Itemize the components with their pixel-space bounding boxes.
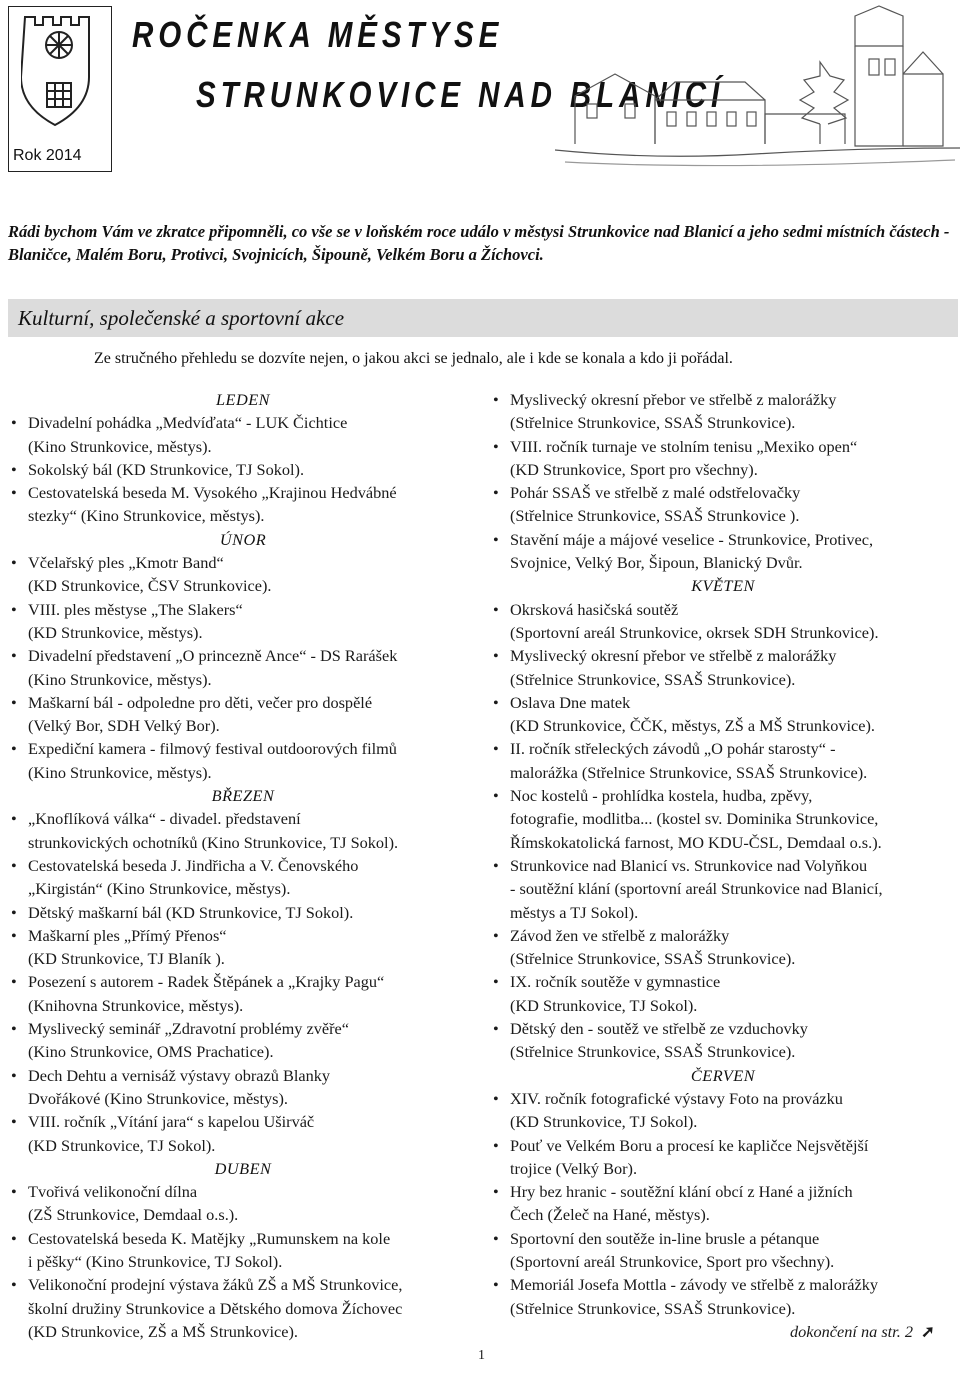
event-item	[490, 1134, 956, 1181]
event-line: stezky“ (Kino Strunkovice, městys).	[28, 506, 265, 526]
event-line: školní družiny Strunkovice a Dětského domova Žíchovec	[28, 1298, 403, 1318]
event-line: • Pohár SSAŠ ve střelbě z malé odstřelovačky	[510, 483, 801, 503]
arrow-up-right-icon: ➚	[921, 1322, 935, 1341]
event-line: (KD Strunkovice, TJ Sokol).	[510, 995, 698, 1015]
event-item	[8, 1273, 478, 1343]
event-item	[490, 598, 956, 645]
event-item	[490, 970, 956, 1017]
title-line-1: ROČENKA MĚSTYSE	[132, 14, 504, 55]
event-item	[8, 458, 478, 481]
event-line: • Strunkovice nad Blanicí vs. Strunkovice nad Volyňkou	[510, 855, 868, 875]
masthead	[0, 0, 960, 180]
continuation-text: dokončení na str. 2	[790, 1322, 913, 1341]
event-line: (Kino Strunkovice, OMS Prachatice).	[28, 1042, 274, 1062]
event-line: • Cestovatelská beseda J. Jindřicha a V. Čenovského	[28, 855, 359, 875]
event-line: fotografie, modlitba... (kostel sv. Dominika Strunkovice,	[510, 809, 879, 829]
event-line: • VIII. ročník turnaje ve stolním tenisu „Mexiko open“	[510, 436, 858, 456]
page-number: 1	[478, 1348, 485, 1363]
event-line: • Sportovní den soutěže in-line brusle a pétanque	[510, 1228, 820, 1248]
event-item	[8, 691, 478, 738]
event-item	[8, 1227, 478, 1274]
event-line: (KD Strunkovice, Sport pro všechny).	[510, 459, 758, 479]
event-line: • II. ročník střeleckých závodů „O pohár starosty“ -	[510, 739, 836, 759]
event-line: • IX. ročník soutěže v gymnastice	[510, 972, 721, 992]
month-heading: ÚNOR	[219, 529, 267, 549]
event-line: • Cestovatelská beseda M. Vysokého „Krajinou Hedvábné	[28, 483, 397, 503]
event-line: (Střelnice Strunkovice, SSAŠ Strunkovice).	[510, 1298, 796, 1318]
month-heading: KVĚTEN	[691, 576, 755, 596]
event-line: • Velikonoční prodejní výstava žáků ZŠ a MŠ Strunkovice,	[28, 1275, 403, 1295]
event-item	[8, 551, 478, 598]
event-line: • Myslivecký okresní přebor ve střelbě z malorážky	[510, 390, 837, 409]
event-line: strunkovických ochotníků (Kino Strunkovice, TJ Sokol).	[28, 832, 399, 852]
event-line: • „Knoflíková válka“ - divadel. představení	[28, 809, 301, 829]
event-line: malorážka (Střelnice Strunkovice, SSAŠ Strunkovice).	[510, 762, 868, 782]
event-line: (Knihovna Strunkovice, městys).	[28, 995, 244, 1015]
event-line: • Maškarní bál - odpoledne pro děti, večer pro dospělé	[28, 692, 373, 712]
title-line-2: STRUNKOVICE NAD BLANICÍ	[196, 74, 725, 115]
event-line: (KD Strunkovice, ČSV Strunkovice).	[28, 576, 272, 596]
event-line: (Střelnice Strunkovice, SSAŠ Strunkovice).	[510, 669, 796, 689]
event-line: (KD Strunkovice, městys).	[28, 622, 203, 642]
section-header-bar	[8, 299, 958, 337]
section-title: Kulturní, společenské a sportovní akce	[18, 306, 345, 330]
event-line: (Sportovní areál Strunkovice, okrsek SDH Strunkovice).	[510, 622, 879, 642]
event-line: (KD Strunkovice, ZŠ a MŠ Strunkovice).	[28, 1321, 298, 1341]
event-item	[8, 970, 478, 1017]
event-item	[490, 1087, 956, 1134]
crest-frame	[8, 6, 112, 172]
event-line: • Myslivecký okresní přebor ve střelbě z malorážky	[510, 646, 837, 666]
event-item	[8, 901, 478, 924]
month-heading: BŘEZEN	[211, 786, 275, 806]
event-item	[490, 854, 956, 924]
event-item	[8, 598, 478, 645]
event-line: • Dětský den - soutěž ve střelbě ze vzduchovky	[510, 1019, 808, 1039]
event-line: Čech (Želeč na Hané, městys).	[510, 1205, 710, 1225]
event-line: (Střelnice Strunkovice, SSAŠ Strunkovice).	[510, 1042, 796, 1062]
left-column	[8, 388, 478, 1343]
event-line: • VIII. ples městyse „The Slakers“	[28, 599, 243, 619]
event-item	[490, 1017, 956, 1064]
event-line: • Cestovatelská beseda K. Matějky „Rumunskem na kole	[28, 1228, 391, 1248]
event-line: • Stavění máje a májové veselice - Strunkovice, Protivec,	[510, 529, 874, 549]
section-lead: Ze stručného přehledu se dozvíte nejen, o jakou akci se jednalo, ale i kde se konala a kdo ji pořádal.	[94, 350, 733, 367]
event-line: (ZŠ Strunkovice, Demdaal o.s.).	[28, 1205, 239, 1225]
event-line: • Noc kostelů - prohlídka kostela, hudba, zpěvy,	[510, 786, 813, 806]
year-label: Rok 2014	[13, 147, 82, 164]
event-item	[8, 854, 478, 901]
event-item	[8, 924, 478, 971]
event-line: (KD Strunkovice, ČČK, městys, ZŠ a MŠ Strunkovice).	[510, 716, 875, 736]
event-line: • Posezení s autorem - Radek Štěpánek a „Krajky Pagu“	[28, 972, 385, 992]
event-item	[8, 1017, 478, 1064]
event-line: • Maškarní ples „Přímý Přenos“	[28, 925, 227, 945]
event-line: (Velký Bor, SDH Velký Bor).	[28, 716, 220, 736]
event-line: i pěšky“ (Kino Strunkovice, TJ Sokol).	[28, 1251, 283, 1271]
event-line: Svojnice, Velký Bor, Šipoun, Blanický Dvůr.	[510, 553, 803, 573]
continuation-note	[790, 1322, 935, 1342]
event-item	[490, 1227, 956, 1274]
event-item	[8, 1180, 478, 1227]
event-line: „Kirgistán“ (Kino Strunkovice, městys).	[28, 879, 291, 899]
event-item	[8, 1064, 478, 1111]
event-line: • Divadelní pohádka „Medvíďata“ - LUK Čichtice	[28, 413, 348, 433]
intro-paragraph: Rádi bychom Vám ve zkratce připomněli, co vše se v loňském roce událo v městysi Strunkovice nad Blanicí a jeho sedmi místních částech - Blaničce, Malém Boru, Protivci, Svojnicích, Šipouně, Velkém Boru a Žíchovci.	[8, 222, 950, 264]
event-line: (Sportovní areál Strunkovice, Sport pro všechny).	[510, 1251, 835, 1271]
event-line: (Střelnice Strunkovice, SSAŠ Strunkovice ).	[510, 506, 800, 526]
event-line: Římskokatolická farnost, MO KDU-ČSL, Demdaal o.s.).	[510, 832, 882, 852]
event-line: • Hry bez hranic - soutěžní klání obcí z Hané a jižních	[510, 1182, 853, 1202]
event-item	[490, 924, 956, 971]
event-item	[490, 528, 956, 575]
event-item	[8, 737, 478, 784]
event-line: • Pouť ve Velkém Boru a procesí ke kapličce Nejsvětější	[510, 1135, 869, 1155]
event-line: • Myslivecký seminář „Zdravotní problémy zvěře“	[28, 1019, 349, 1039]
event-item	[490, 1180, 956, 1227]
town-crest-icon	[21, 13, 97, 131]
event-line: (KD Strunkovice, TJ Blaník ).	[28, 949, 225, 969]
event-line: • Sokolský bál (KD Strunkovice, TJ Sokol).	[28, 459, 305, 479]
event-line: • Včelařský ples „Kmotr Band“	[28, 553, 224, 573]
event-line: - soutěžní klání (sportovní areál Strunkovice nad Blanicí,	[510, 879, 883, 899]
event-item	[490, 784, 956, 854]
month-heading: DUBEN	[214, 1158, 272, 1178]
event-line: městys a TJ Sokol).	[510, 902, 639, 922]
event-item	[8, 411, 478, 458]
event-line: Dvořákové (Kino Strunkovice, městys).	[28, 1088, 288, 1108]
event-line: (KD Strunkovice, TJ Sokol).	[28, 1135, 216, 1155]
event-line: (Střelnice Strunkovice, SSAŠ Strunkovice).	[510, 949, 796, 969]
event-item	[490, 644, 956, 691]
event-line: • XIV. ročník fotografické výstavy Foto na provázku	[510, 1088, 843, 1108]
event-item	[8, 644, 478, 691]
event-line: • Divadelní představení „O princezně Ance“ - DS Rarášek	[28, 646, 398, 666]
event-line: trojice (Velký Bor).	[510, 1158, 638, 1178]
event-item	[490, 435, 956, 482]
village-sketch-illustration	[555, 4, 960, 176]
event-line: (KD Strunkovice, TJ Sokol).	[510, 1112, 698, 1132]
event-line: • Expediční kamera - filmový festival outdoorových filmů	[28, 739, 397, 759]
event-item	[490, 737, 956, 784]
event-item	[490, 481, 956, 528]
event-line: • Okrsková hasičská soutěž	[510, 599, 679, 619]
event-line: (Kino Strunkovice, městys).	[28, 762, 212, 782]
event-line: • Memoriál Josefa Mottla - závody ve střelbě z malorážky	[510, 1275, 879, 1295]
event-item	[490, 388, 956, 435]
event-line: • Oslava Dne matek	[510, 692, 631, 712]
month-heading: LEDEN	[215, 390, 271, 409]
event-item	[490, 691, 956, 738]
event-line: • Dech Dehtu a vernisáž výstavy obrazů Blanky	[28, 1065, 331, 1085]
event-item	[8, 1110, 478, 1157]
event-line: (Kino Strunkovice, městys).	[28, 669, 212, 689]
event-line: (Střelnice Strunkovice, SSAŠ Strunkovice).	[510, 413, 796, 433]
right-column	[490, 388, 956, 1320]
event-item	[490, 1273, 956, 1320]
event-line: • VIII. ročník „Vítání jara“ s kapelou Uširváč	[28, 1112, 315, 1132]
event-line: • Závod žen ve střelbě z malorážky	[510, 925, 730, 945]
event-item	[8, 481, 478, 528]
event-item	[8, 807, 478, 854]
event-line: (Kino Strunkovice, městys).	[28, 436, 212, 456]
event-line: • Dětský maškarní bál (KD Strunkovice, TJ Sokol).	[28, 902, 354, 922]
event-line: • Tvořivá velikonoční dílna	[28, 1182, 198, 1202]
month-heading: ČERVEN	[690, 1065, 756, 1085]
